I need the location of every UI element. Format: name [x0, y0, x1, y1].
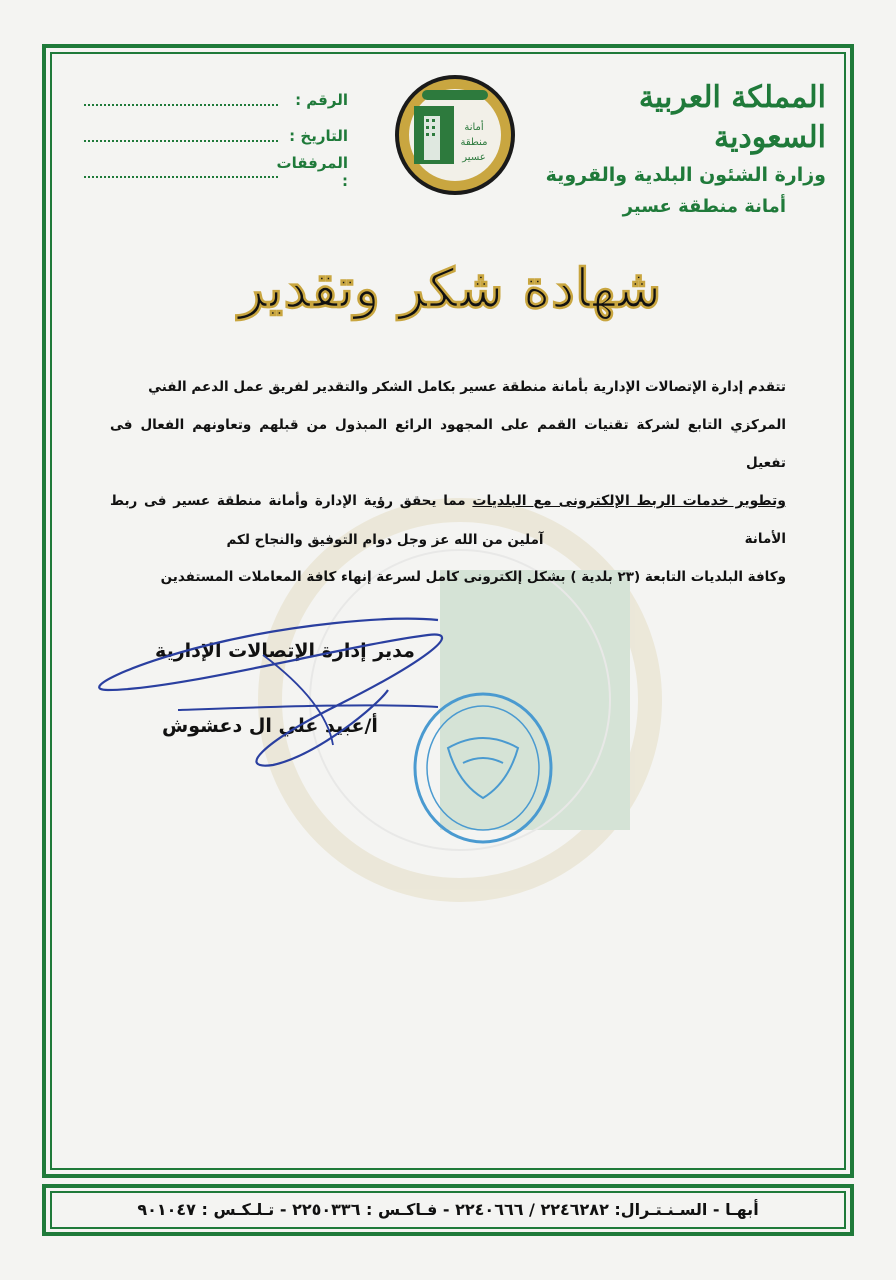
body-line: وكافة البلديات التابعة (٢٣ بلدية ) بشكل إلكترونى كامل لسرعة إنهاء كافة المعاملات المستفدين — [160, 569, 786, 585]
footer-contact: أبهـا - السـنـتـرال: ٢٢٤٦٢٨٢ / ٢٢٤٠٦٦٦ - فـاكـس : ٢٢٥٠٣٣٦ - تـلـكـس : ٩٠١٠٤٧ — [137, 1200, 759, 1219]
field-dotted-line — [84, 176, 278, 178]
letterhead — [526, 78, 826, 222]
body-line: المركزي التابع لشركة تقنيات القمم على المجهود الرائع المبذول من قبلهم وتعاونهم الفعال فى تفعيل — [110, 417, 786, 471]
field-dotted-line — [84, 104, 278, 106]
field-number — [78, 82, 348, 118]
body-line-rest: مما يحقق رؤية الإدارة وأمانة منطقة عسير فى ربط الأمانة — [110, 493, 786, 547]
municipality-name: أمانة منطقة عسير — [622, 196, 786, 217]
field-label: التاريخ : — [289, 127, 348, 145]
logo-text-1: أمانة — [464, 122, 484, 133]
signatory-title: مدير إدارة الإتصالات الإدارية — [155, 640, 415, 662]
certificate-title — [238, 225, 662, 335]
closing-line: آملين من الله عز وجل دوام التوفيق والنجاح لكم — [226, 532, 544, 548]
municipality-logo — [392, 72, 518, 198]
field-attachments — [78, 154, 348, 190]
underlined-phrase: وتطوير خدمات الربط الإلكترونى مع البلديات — [472, 493, 786, 509]
logo-text-2: منطقة — [460, 137, 488, 148]
handwritten-signature — [88, 595, 468, 775]
signatory-name: أ/عبيد علي ال دعشوش — [162, 715, 378, 737]
kingdom-name: المملكة العربية السعودية — [638, 80, 826, 155]
reference-fields — [78, 82, 348, 190]
ministry-name: وزارة الشئون البلدية والقروية — [545, 164, 826, 186]
certificate-title-text: شهادة شكر وتقدير — [238, 256, 662, 320]
field-date — [78, 118, 348, 154]
field-dotted-line — [84, 140, 278, 142]
field-label: الرقم : — [295, 91, 348, 109]
field-label: المرفقات : — [276, 154, 348, 190]
body-line: تتقدم إدارة الإتصالات الإدارية بأمانة منطقة عسير بكامل الشكر والتقدير لفريق عمل الدعم الفني — [148, 379, 786, 395]
logo-text-3: عسير — [462, 152, 486, 163]
certificate-body — [110, 368, 786, 596]
